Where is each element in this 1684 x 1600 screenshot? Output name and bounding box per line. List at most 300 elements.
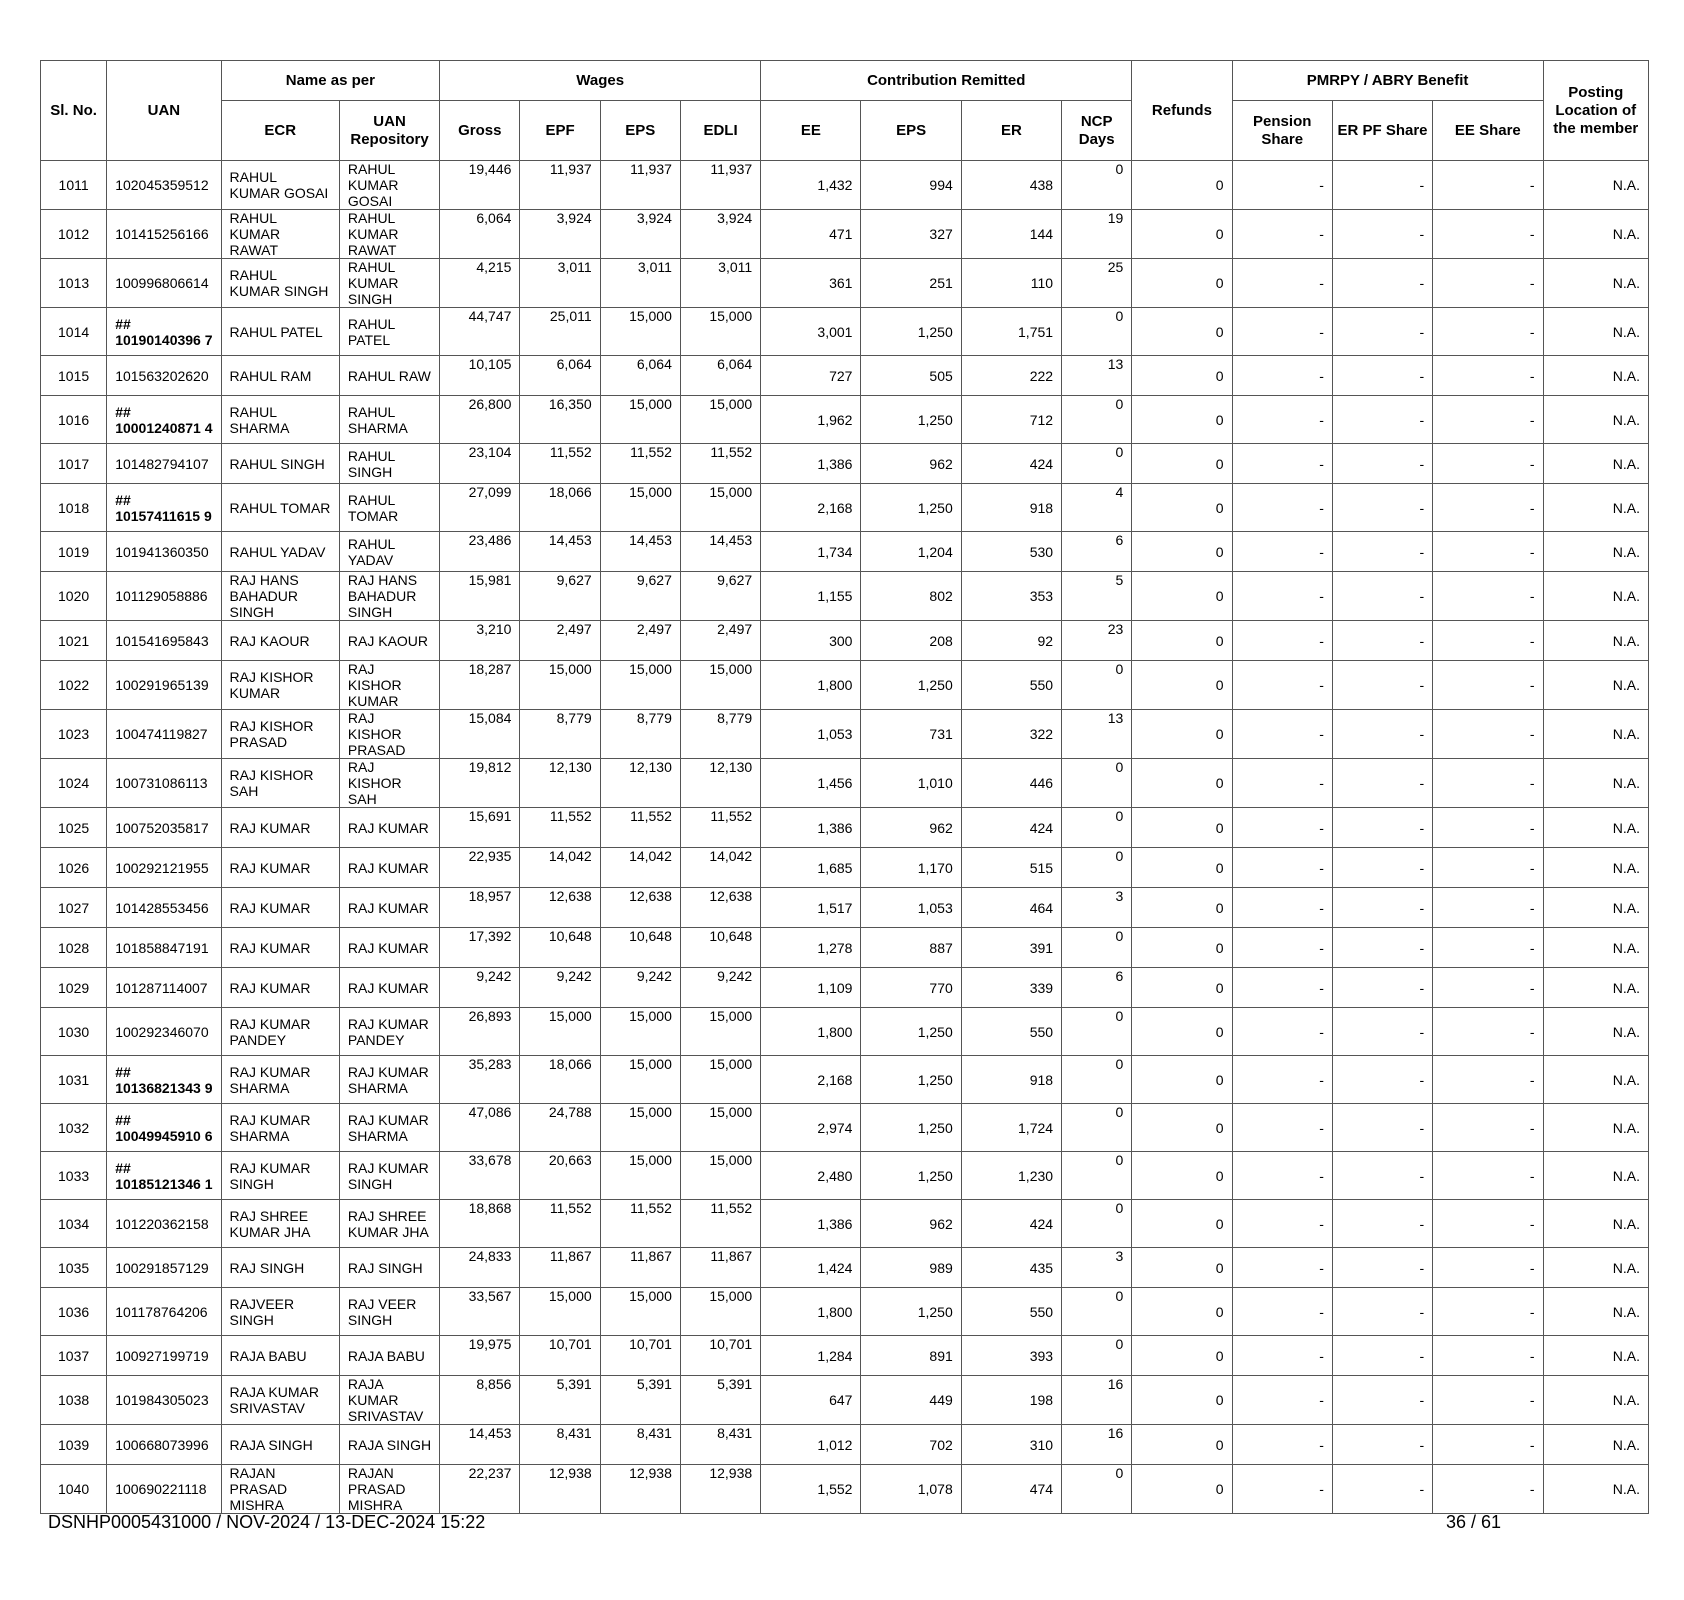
cell-eps: 12,130 (600, 759, 680, 808)
cell-name-repository: RAHUL RAW (339, 356, 439, 396)
cell-uan: 100690221118 (107, 1465, 221, 1514)
cell-edli: 15,000 (680, 1056, 760, 1104)
cell-gross: 14,453 (440, 1425, 520, 1465)
cell-er: 110 (961, 259, 1061, 308)
cell-pension-share: - (1232, 1376, 1332, 1425)
cell-gross: 15,691 (440, 808, 520, 848)
cell-ncp-days: 0 (1062, 444, 1132, 484)
cell-pension-share: - (1232, 888, 1332, 928)
cell-posting-location: N.A. (1543, 1376, 1648, 1425)
cell-name-repository: RAJ KAOUR (339, 621, 439, 661)
cell-pension-share: - (1232, 759, 1332, 808)
cell-epf: 11,552 (520, 444, 600, 484)
cell-er: 393 (961, 1336, 1061, 1376)
cell-ee-share: - (1433, 210, 1543, 259)
cell-er-pf-share: - (1332, 808, 1432, 848)
cell-ee-share: - (1433, 1200, 1543, 1248)
cell-pension-share: - (1232, 1288, 1332, 1336)
cell-gross: 19,446 (440, 161, 520, 210)
cell-eps: 3,011 (600, 259, 680, 308)
cell-contribution-eps: 989 (861, 1248, 961, 1288)
cell-ncp-days: 0 (1062, 1056, 1132, 1104)
cell-contribution-eps: 1,250 (861, 1008, 961, 1056)
cell-er: 464 (961, 888, 1061, 928)
cell-eps: 9,242 (600, 968, 680, 1008)
cell-er-pf-share: - (1332, 1200, 1432, 1248)
cell-refunds: 0 (1132, 444, 1232, 484)
cell-ncp-days: 0 (1062, 759, 1132, 808)
cell-contribution-eps: 887 (861, 928, 961, 968)
cell-pension-share: - (1232, 710, 1332, 759)
cell-contribution-eps: 208 (861, 621, 961, 661)
cell-refunds: 0 (1132, 396, 1232, 444)
cell-ncp-days: 5 (1062, 572, 1132, 621)
cell-eps: 14,042 (600, 848, 680, 888)
cell-gross: 33,567 (440, 1288, 520, 1336)
cell-ee: 1,800 (761, 1288, 861, 1336)
cell-name-repository: RAJAN PRASAD MISHRA (339, 1465, 439, 1514)
cell-edli: 11,937 (680, 161, 760, 210)
cell-refunds: 0 (1132, 532, 1232, 572)
cell-refunds: 0 (1132, 1248, 1232, 1288)
cell-posting-location: N.A. (1543, 1152, 1648, 1200)
cell-name-ecr: RAJ KISHOR KUMAR (221, 661, 339, 710)
cell-edli: 11,552 (680, 444, 760, 484)
cell-er-pf-share: - (1332, 1425, 1432, 1465)
cell-uan: 101941360350 (107, 532, 221, 572)
cell-sl-no: 1019 (41, 532, 107, 572)
cell-uan: 100291857129 (107, 1248, 221, 1288)
cell-ncp-days: 4 (1062, 484, 1132, 532)
cell-eps: 10,648 (600, 928, 680, 968)
table-row (41, 356, 1649, 396)
cell-posting-location: N.A. (1543, 532, 1648, 572)
cell-ee-share: - (1433, 1248, 1543, 1288)
cell-name-ecr: RAHUL TOMAR (221, 484, 339, 532)
cell-posting-location: N.A. (1543, 1056, 1648, 1104)
cell-eps: 11,867 (600, 1248, 680, 1288)
cell-gross: 15,084 (440, 710, 520, 759)
cell-name-ecr: RAHUL PATEL (221, 308, 339, 356)
cell-gross: 9,242 (440, 968, 520, 1008)
cell-pension-share: - (1232, 848, 1332, 888)
cell-ncp-days: 13 (1062, 356, 1132, 396)
cell-refunds: 0 (1132, 661, 1232, 710)
cell-gross: 15,981 (440, 572, 520, 621)
cell-name-repository: RAHUL SINGH (339, 444, 439, 484)
table-row (41, 888, 1649, 928)
cell-sl-no: 1034 (41, 1200, 107, 1248)
cell-edli: 2,497 (680, 621, 760, 661)
table-row (41, 308, 1649, 356)
cell-pension-share: - (1232, 356, 1332, 396)
cell-ncp-days: 0 (1062, 1336, 1132, 1376)
table-row (41, 444, 1649, 484)
header-ecr: ECR (221, 101, 339, 161)
cell-posting-location: N.A. (1543, 1008, 1648, 1056)
cell-pension-share: - (1232, 210, 1332, 259)
cell-posting-location: N.A. (1543, 308, 1648, 356)
cell-er: 1,230 (961, 1152, 1061, 1200)
cell-ncp-days: 6 (1062, 968, 1132, 1008)
cell-epf: 11,552 (520, 808, 600, 848)
cell-er: 339 (961, 968, 1061, 1008)
cell-refunds: 0 (1132, 1336, 1232, 1376)
cell-refunds: 0 (1132, 572, 1232, 621)
cell-pension-share: - (1232, 1200, 1332, 1248)
cell-gross: 6,064 (440, 210, 520, 259)
table-row (41, 1152, 1649, 1200)
table-body (41, 161, 1649, 1514)
cell-gross: 17,392 (440, 928, 520, 968)
table-row (41, 484, 1649, 532)
cell-ee-share: - (1433, 759, 1543, 808)
cell-epf: 12,938 (520, 1465, 600, 1514)
cell-uan: 101129058886 (107, 572, 221, 621)
cell-gross: 18,868 (440, 1200, 520, 1248)
cell-name-repository: RAJ HANS BAHADUR SINGH (339, 572, 439, 621)
cell-epf: 3,924 (520, 210, 600, 259)
header-pmrpy-abry: PMRPY / ABRY Benefit (1232, 61, 1543, 101)
cell-eps: 5,391 (600, 1376, 680, 1425)
cell-er-pf-share: - (1332, 210, 1432, 259)
cell-ncp-days: 0 (1062, 808, 1132, 848)
cell-posting-location: N.A. (1543, 1200, 1648, 1248)
cell-refunds: 0 (1132, 808, 1232, 848)
cell-er: 474 (961, 1465, 1061, 1514)
cell-uan: 101415256166 (107, 210, 221, 259)
cell-posting-location: N.A. (1543, 759, 1648, 808)
cell-ee: 1,012 (761, 1425, 861, 1465)
cell-epf: 18,066 (520, 484, 600, 532)
header-edli: EDLI (680, 101, 760, 161)
cell-contribution-eps: 962 (861, 1200, 961, 1248)
table-row (41, 928, 1649, 968)
cell-uan: 101178764206 (107, 1288, 221, 1336)
cell-ee-share: - (1433, 968, 1543, 1008)
cell-uan: 100668073996 (107, 1425, 221, 1465)
cell-er-pf-share: - (1332, 396, 1432, 444)
cell-contribution-eps: 1,250 (861, 1056, 961, 1104)
cell-name-repository: RAJ KUMAR (339, 928, 439, 968)
table-row (41, 759, 1649, 808)
cell-er-pf-share: - (1332, 1248, 1432, 1288)
cell-sl-no: 1040 (41, 1465, 107, 1514)
cell-sl-no: 1025 (41, 808, 107, 848)
cell-uan: 101541695843 (107, 621, 221, 661)
cell-name-repository: RAJA BABU (339, 1336, 439, 1376)
cell-refunds: 0 (1132, 621, 1232, 661)
cell-er: 918 (961, 484, 1061, 532)
cell-uan: 100292121955 (107, 848, 221, 888)
cell-refunds: 0 (1132, 1056, 1232, 1104)
cell-contribution-eps: 731 (861, 710, 961, 759)
cell-edli: 12,938 (680, 1465, 760, 1514)
cell-ee: 1,552 (761, 1465, 861, 1514)
cell-sl-no: 1014 (41, 308, 107, 356)
cell-uan: ## 10190140396 7 (107, 308, 221, 356)
cell-ee-share: - (1433, 572, 1543, 621)
cell-ee: 2,974 (761, 1104, 861, 1152)
cell-name-ecr: RAJ KUMAR (221, 848, 339, 888)
cell-name-ecr: RAJ KUMAR SINGH (221, 1152, 339, 1200)
cell-pension-share: - (1232, 661, 1332, 710)
cell-name-ecr: RAJ KUMAR SHARMA (221, 1056, 339, 1104)
cell-er-pf-share: - (1332, 356, 1432, 396)
cell-posting-location: N.A. (1543, 1288, 1648, 1336)
cell-gross: 8,856 (440, 1376, 520, 1425)
cell-contribution-eps: 962 (861, 444, 961, 484)
cell-er-pf-share: - (1332, 1336, 1432, 1376)
cell-uan: 101428553456 (107, 888, 221, 928)
cell-ee-share: - (1433, 356, 1543, 396)
table-row (41, 1465, 1649, 1514)
cell-ncp-days: 16 (1062, 1425, 1132, 1465)
cell-name-ecr: RAJ SINGH (221, 1248, 339, 1288)
cell-eps: 9,627 (600, 572, 680, 621)
cell-pension-share: - (1232, 161, 1332, 210)
cell-sl-no: 1011 (41, 161, 107, 210)
cell-posting-location: N.A. (1543, 1336, 1648, 1376)
cell-edli: 15,000 (680, 1104, 760, 1152)
header-contribution-eps: EPS (861, 101, 961, 161)
cell-er-pf-share: - (1332, 1465, 1432, 1514)
cell-name-ecr: RAJ KUMAR SHARMA (221, 1104, 339, 1152)
cell-epf: 12,638 (520, 888, 600, 928)
header-ee-share: EE Share (1433, 101, 1543, 161)
cell-ncp-days: 19 (1062, 210, 1132, 259)
cell-ee: 647 (761, 1376, 861, 1425)
cell-contribution-eps: 1,250 (861, 661, 961, 710)
cell-sl-no: 1017 (41, 444, 107, 484)
cell-er: 1,751 (961, 308, 1061, 356)
cell-refunds: 0 (1132, 1008, 1232, 1056)
cell-edli: 11,552 (680, 1200, 760, 1248)
cell-er: 918 (961, 1056, 1061, 1104)
cell-refunds: 0 (1132, 210, 1232, 259)
cell-eps: 8,779 (600, 710, 680, 759)
cell-uan: ## 10185121346 1 (107, 1152, 221, 1200)
cell-sl-no: 1022 (41, 661, 107, 710)
cell-ncp-days: 6 (1062, 532, 1132, 572)
cell-ee: 1,456 (761, 759, 861, 808)
cell-posting-location: N.A. (1543, 848, 1648, 888)
cell-contribution-eps: 1,078 (861, 1465, 961, 1514)
cell-name-repository: RAHUL KUMAR SINGH (339, 259, 439, 308)
cell-name-ecr: RAJ KUMAR (221, 928, 339, 968)
cell-ee-share: - (1433, 444, 1543, 484)
cell-refunds: 0 (1132, 1376, 1232, 1425)
cell-er-pf-share: - (1332, 1288, 1432, 1336)
cell-name-ecr: RAJ KUMAR (221, 888, 339, 928)
cell-pension-share: - (1232, 484, 1332, 532)
cell-er-pf-share: - (1332, 968, 1432, 1008)
cell-name-repository: RAJA KUMAR SRIVASTAV (339, 1376, 439, 1425)
cell-sl-no: 1028 (41, 928, 107, 968)
header-ee: EE (761, 101, 861, 161)
cell-gross: 4,215 (440, 259, 520, 308)
table-row (41, 621, 1649, 661)
cell-posting-location: N.A. (1543, 484, 1648, 532)
cell-refunds: 0 (1132, 161, 1232, 210)
cell-name-repository: RAJ KUMAR SHARMA (339, 1056, 439, 1104)
cell-posting-location: N.A. (1543, 210, 1648, 259)
cell-ncp-days: 0 (1062, 308, 1132, 356)
cell-ee-share: - (1433, 1104, 1543, 1152)
cell-refunds: 0 (1132, 928, 1232, 968)
cell-name-repository: RAHUL SHARMA (339, 396, 439, 444)
cell-posting-location: N.A. (1543, 444, 1648, 484)
cell-refunds: 0 (1132, 484, 1232, 532)
cell-contribution-eps: 1,250 (861, 1288, 961, 1336)
cell-pension-share: - (1232, 1152, 1332, 1200)
cell-er-pf-share: - (1332, 661, 1432, 710)
cell-er-pf-share: - (1332, 928, 1432, 968)
cell-er-pf-share: - (1332, 572, 1432, 621)
cell-gross: 26,800 (440, 396, 520, 444)
cell-gross: 23,104 (440, 444, 520, 484)
cell-eps: 11,552 (600, 1200, 680, 1248)
cell-name-ecr: RAJ KAOUR (221, 621, 339, 661)
cell-name-repository: RAJ SINGH (339, 1248, 439, 1288)
cell-posting-location: N.A. (1543, 808, 1648, 848)
footer-page-number: 36 / 61 (1446, 1512, 1502, 1532)
cell-name-repository: RAJ KUMAR PANDEY (339, 1008, 439, 1056)
cell-ncp-days: 0 (1062, 396, 1132, 444)
cell-epf: 24,788 (520, 1104, 600, 1152)
cell-uan: 101287114007 (107, 968, 221, 1008)
cell-eps: 15,000 (600, 484, 680, 532)
cell-er-pf-share: - (1332, 161, 1432, 210)
cell-er-pf-share: - (1332, 1056, 1432, 1104)
cell-name-repository: RAHUL YADAV (339, 532, 439, 572)
cell-posting-location: N.A. (1543, 710, 1648, 759)
cell-epf: 11,937 (520, 161, 600, 210)
cell-refunds: 0 (1132, 308, 1232, 356)
cell-posting-location: N.A. (1543, 928, 1648, 968)
cell-gross: 35,283 (440, 1056, 520, 1104)
header-sl-no: Sl. No. (41, 61, 107, 161)
cell-epf: 11,552 (520, 1200, 600, 1248)
cell-contribution-eps: 1,250 (861, 1104, 961, 1152)
cell-name-repository: RAJ KISHOR PRASAD (339, 710, 439, 759)
cell-ee: 2,168 (761, 1056, 861, 1104)
cell-pension-share: - (1232, 928, 1332, 968)
cell-er: 438 (961, 161, 1061, 210)
cell-sl-no: 1039 (41, 1425, 107, 1465)
cell-ee: 361 (761, 259, 861, 308)
header-refunds: Refunds (1132, 61, 1232, 161)
cell-name-repository: RAJ SHREE KUMAR JHA (339, 1200, 439, 1248)
cell-pension-share: - (1232, 1336, 1332, 1376)
cell-edli: 15,000 (680, 1288, 760, 1336)
cell-eps: 11,937 (600, 161, 680, 210)
cell-ee-share: - (1433, 848, 1543, 888)
cell-er: 550 (961, 1008, 1061, 1056)
table-row (41, 161, 1649, 210)
cell-er: 144 (961, 210, 1061, 259)
cell-gross: 3,210 (440, 621, 520, 661)
cell-edli: 10,701 (680, 1336, 760, 1376)
cell-gross: 24,833 (440, 1248, 520, 1288)
cell-pension-share: - (1232, 259, 1332, 308)
cell-epf: 10,648 (520, 928, 600, 968)
cell-sl-no: 1016 (41, 396, 107, 444)
table-row (41, 968, 1649, 1008)
cell-name-repository: RAJ VEER SINGH (339, 1288, 439, 1336)
cell-ee-share: - (1433, 1376, 1543, 1425)
table-row (41, 532, 1649, 572)
header-uan-repository: UAN Repository (339, 101, 439, 161)
cell-sl-no: 1038 (41, 1376, 107, 1425)
cell-name-repository: RAHUL KUMAR RAWAT (339, 210, 439, 259)
table-row (41, 661, 1649, 710)
cell-epf: 10,701 (520, 1336, 600, 1376)
cell-epf: 16,350 (520, 396, 600, 444)
cell-refunds: 0 (1132, 888, 1232, 928)
header-pension-share: Pension Share (1232, 101, 1332, 161)
cell-contribution-eps: 1,170 (861, 848, 961, 888)
cell-posting-location: N.A. (1543, 661, 1648, 710)
cell-eps: 15,000 (600, 396, 680, 444)
cell-eps: 14,453 (600, 532, 680, 572)
cell-gross: 44,747 (440, 308, 520, 356)
cell-epf: 15,000 (520, 661, 600, 710)
cell-pension-share: - (1232, 396, 1332, 444)
cell-ee: 727 (761, 356, 861, 396)
cell-ee-share: - (1433, 1152, 1543, 1200)
cell-gross: 22,237 (440, 1465, 520, 1514)
cell-ncp-days: 0 (1062, 1200, 1132, 1248)
cell-ee: 1,432 (761, 161, 861, 210)
cell-epf: 8,431 (520, 1425, 600, 1465)
cell-uan: 100752035817 (107, 808, 221, 848)
cell-er: 435 (961, 1248, 1061, 1288)
cell-sl-no: 1029 (41, 968, 107, 1008)
cell-ee-share: - (1433, 1008, 1543, 1056)
cell-refunds: 0 (1132, 259, 1232, 308)
cell-contribution-eps: 1,204 (861, 532, 961, 572)
cell-ee-share: - (1433, 710, 1543, 759)
cell-pension-share: - (1232, 968, 1332, 1008)
cell-er-pf-share: - (1332, 1152, 1432, 1200)
cell-er: 550 (961, 661, 1061, 710)
cell-epf: 6,064 (520, 356, 600, 396)
header-name-as-per: Name as per (221, 61, 440, 101)
cell-edli: 14,453 (680, 532, 760, 572)
cell-ncp-days: 3 (1062, 888, 1132, 928)
cell-edli: 12,638 (680, 888, 760, 928)
cell-er: 310 (961, 1425, 1061, 1465)
cell-refunds: 0 (1132, 356, 1232, 396)
cell-name-repository: RAJ KUMAR (339, 968, 439, 1008)
cell-name-repository: RAHUL PATEL (339, 308, 439, 356)
cell-posting-location: N.A. (1543, 888, 1648, 928)
cell-ee-share: - (1433, 532, 1543, 572)
cell-name-ecr: RAJA SINGH (221, 1425, 339, 1465)
cell-posting-location: N.A. (1543, 1104, 1648, 1152)
cell-ee: 2,168 (761, 484, 861, 532)
cell-uan: 101858847191 (107, 928, 221, 968)
cell-pension-share: - (1232, 1248, 1332, 1288)
cell-ee: 471 (761, 210, 861, 259)
cell-name-ecr: RAJ SHREE KUMAR JHA (221, 1200, 339, 1248)
cell-epf: 18,066 (520, 1056, 600, 1104)
cell-ee: 1,517 (761, 888, 861, 928)
cell-ee: 1,962 (761, 396, 861, 444)
cell-contribution-eps: 994 (861, 161, 961, 210)
header-gross: Gross (440, 101, 520, 161)
